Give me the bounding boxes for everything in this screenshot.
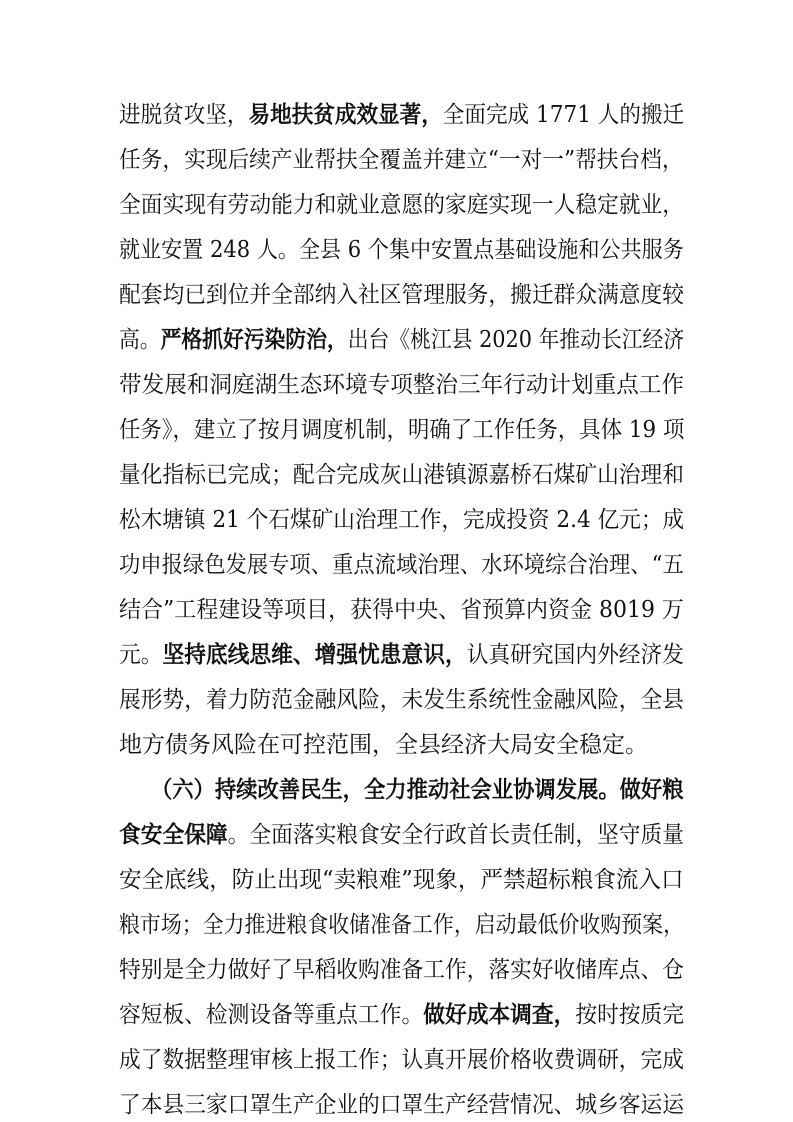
text-line: [119, 595, 684, 625]
text-run: 元。: [119, 642, 163, 668]
text-line: [119, 955, 684, 985]
text-line: [119, 730, 648, 760]
text-run: 按时按质完: [575, 1002, 684, 1028]
text-line: [119, 820, 684, 850]
text-run: 配套均已到位并全部纳入社区管理服务，搬迁群众满意度较: [119, 282, 684, 308]
text-line: [119, 910, 684, 940]
text-run: 进脱贫攻坚，: [119, 102, 249, 128]
text-line: [119, 1090, 684, 1120]
bold-heading-run: 严格抓好污染防治，: [160, 327, 348, 353]
text-line: [119, 100, 684, 130]
text-line: [119, 280, 684, 310]
text-run: 高。: [119, 327, 161, 353]
text-line: [119, 685, 684, 715]
text-run: 粮市场；全力推进粮食收储准备工作，启动最低价收购预案，: [119, 912, 684, 938]
text-run: 安全底线，防止出现“卖粮难”现象，严禁超标粮食流入口: [119, 867, 684, 893]
text-line: [119, 1000, 684, 1030]
text-line: [119, 1045, 684, 1075]
text-run: 任务》，建立了按月调度机制，明确了工作任务，具体 19 项: [119, 417, 685, 443]
text-run: 特别是全力做好了早稻收购准备工作，落实好收储库点、仓: [119, 957, 684, 983]
text-run: 展形势，着力防范金融风险，未发生系统性金融风险，全县: [119, 687, 684, 713]
bold-heading-run: 做好成本调查，: [423, 1002, 576, 1028]
bold-heading-run: 易地扶贫成效显著，: [248, 102, 443, 128]
text-line: [119, 415, 684, 445]
bold-heading-run: 坚持底线思维、增强忧患意识，: [162, 642, 467, 668]
text-line: [119, 235, 684, 265]
section-heading: （六）持续改善民生，全力推动社会业协调发展。做好粮: [119, 777, 684, 803]
text-run: 全面实现有劳动能力和就业意愿的家庭实现一人稳定就业，: [119, 192, 684, 218]
text-run: 全面完成 1771 人的搬迁: [442, 102, 685, 128]
text-line: [119, 370, 684, 400]
text-run: 了本县三家口罩生产企业的口罩生产经营情况、城乡客运运: [119, 1092, 684, 1118]
text-line: [119, 190, 684, 220]
text-run: 松木塘镇 21 个石煤矿山治理工作，完成投资 2.4 亿元；成: [119, 507, 685, 533]
text-run: 任务，实现后续产业帮扶全覆盖并建立“一对一”帮扶台档，: [119, 147, 684, 173]
bold-heading-run: 食安全保障: [119, 822, 228, 848]
text-run: 地方债务风险在可控范围，全县经济大局安全稳定。: [119, 732, 648, 758]
text-line: [119, 550, 684, 580]
text-run: 量化指标已完成；配合完成灰山港镇源嘉桥石煤矿山治理和: [119, 462, 684, 488]
section-heading-line: [119, 775, 684, 805]
text-line: [119, 505, 684, 535]
text-run: 出台《桃江县 2020 年推动长江经济: [347, 327, 685, 353]
text-run: 功申报绿色发展专项、重点流域治理、水环境综合治理、“五: [119, 552, 684, 578]
text-run: 认真研究国内外经济发: [466, 642, 684, 668]
text-run: 带发展和洞庭湖生态环境专项整治三年行动计划重点工作: [119, 372, 684, 398]
text-line: [119, 145, 684, 175]
text-line: [119, 865, 684, 895]
text-run: 容短板、检测设备等重点工作。: [119, 1002, 424, 1028]
text-run: 结合”工程建设等项目，获得中央、省预算内资金 8019 万: [119, 597, 684, 623]
text-run: 就业安置 248 人。全县 6 个集中安置点基础设施和公共服务: [119, 237, 684, 263]
text-run: 。全面落实粮食安全行政首长责任制，坚守质量: [227, 822, 684, 848]
text-line: [119, 640, 684, 670]
text-line: [119, 325, 684, 355]
text-run: 成了数据整理审核上报工作；认真开展价格收费调研，完成: [119, 1047, 684, 1073]
text-line: [119, 460, 684, 490]
